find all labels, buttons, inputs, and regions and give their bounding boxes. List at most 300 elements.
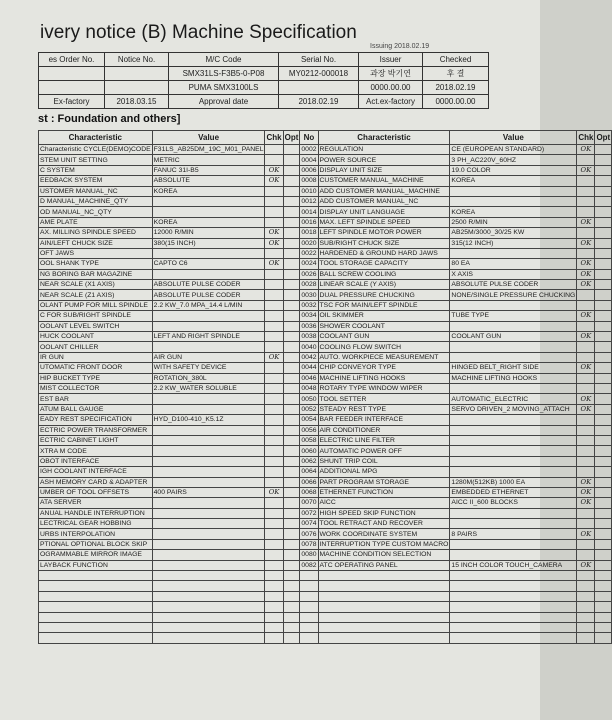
left-opt <box>283 373 300 383</box>
left-opt <box>283 300 300 310</box>
table-row <box>39 332 612 342</box>
left-value <box>152 207 265 217</box>
left-check <box>265 519 283 529</box>
left-value: METRIC <box>152 155 265 165</box>
empty-cell <box>152 622 265 632</box>
right-check: OK <box>577 311 595 321</box>
right-value <box>450 508 577 518</box>
right-check: OK <box>577 363 595 373</box>
table-row <box>39 529 612 539</box>
left-characteristic: LECTRICAL GEAR HOBBING <box>39 519 153 529</box>
table-row <box>39 165 612 175</box>
table-row <box>39 176 612 186</box>
row-number: 0030 <box>301 291 317 299</box>
left-check <box>265 290 283 300</box>
header-cell: 과장 박기연 <box>359 67 423 81</box>
left-opt <box>283 394 300 404</box>
left-opt <box>283 508 300 518</box>
empty-cell <box>577 633 595 643</box>
left-opt <box>283 269 300 279</box>
left-opt <box>283 238 300 248</box>
row-number: 0040 <box>301 343 317 351</box>
left-opt <box>283 435 300 445</box>
left-opt <box>283 487 300 497</box>
empty-cell <box>300 622 318 632</box>
empty-cell <box>152 633 265 643</box>
left-opt <box>283 352 300 362</box>
left-check <box>265 477 283 487</box>
section-title: st : Foundation and others] <box>38 113 181 125</box>
right-characteristic: HARDENED & GROUND HARD JAWS <box>318 248 450 258</box>
right-opt <box>595 207 612 217</box>
right-characteristic: TOOL STORAGE CAPACITY <box>318 259 450 269</box>
left-opt <box>283 404 300 414</box>
right-opt <box>595 487 612 497</box>
empty-cell <box>265 612 283 622</box>
left-characteristic: D MANUAL_MACHINE_QTY <box>39 196 153 206</box>
row-number: 0046 <box>301 374 317 382</box>
right-value: AICC II_600 BLOCKS <box>450 498 577 508</box>
left-characteristic: STEM UNIT SETTING <box>39 155 153 165</box>
left-value: ABSOLUTE PULSE CODER <box>152 280 265 290</box>
header-cell <box>39 67 105 81</box>
row-number: 0014 <box>301 208 317 216</box>
row-number: 0052 <box>301 405 317 413</box>
left-characteristic: USTOMER MANUAL_NC <box>39 186 153 196</box>
right-opt <box>595 238 612 248</box>
right-opt <box>595 560 612 570</box>
row-number: 0072 <box>301 509 317 517</box>
row-number: 0054 <box>301 416 317 424</box>
right-opt <box>595 342 612 352</box>
header-cell: Checked <box>423 53 489 67</box>
left-characteristic: ATA SERVER <box>39 498 153 508</box>
right-opt <box>595 508 612 518</box>
right-opt <box>595 404 612 414</box>
header-cell: PUMA SMX3100LS <box>169 81 279 95</box>
right-characteristic: ADDITIONAL MPG <box>318 467 450 477</box>
right-value: 2500 R/MIN <box>450 217 577 227</box>
empty-cell <box>265 591 283 601</box>
header-cell: M/C Code <box>169 53 279 67</box>
right-value: SERVO DRIVEN_2 MOVING_ATTACH <box>450 404 577 414</box>
right-value <box>450 300 577 310</box>
table-row <box>39 477 612 487</box>
right-value: MACHINE LIFTING HOOKS <box>450 373 577 383</box>
left-characteristic: OD MANUAL_NC_QTY <box>39 207 153 217</box>
row-number: 0020 <box>301 239 317 247</box>
header-cell: es Order No. <box>39 53 105 67</box>
left-value: HYD_D100-410_K5.1Z <box>152 415 265 425</box>
table-row <box>39 560 612 570</box>
left-check: OK <box>265 352 283 362</box>
table-row <box>39 342 612 352</box>
left-value <box>152 311 265 321</box>
table-row <box>39 446 612 456</box>
left-check <box>265 415 283 425</box>
left-check <box>265 498 283 508</box>
left-characteristic: LAYBACK FUNCTION <box>39 560 153 570</box>
row-number: 0026 <box>301 270 317 278</box>
left-opt <box>283 560 300 570</box>
left-value: ABSOLUTE PULSE CODER <box>152 290 265 300</box>
left-check: OK <box>265 259 283 269</box>
table-row <box>39 352 612 362</box>
right-check <box>577 248 595 258</box>
row-number: 0028 <box>301 281 317 289</box>
table-row <box>39 269 612 279</box>
left-value: KOREA <box>152 186 265 196</box>
row-number: 0076 <box>301 530 317 538</box>
empty-cell <box>595 581 612 591</box>
right-opt <box>595 269 612 279</box>
empty-row <box>39 571 612 581</box>
empty-cell <box>152 602 265 612</box>
issuing-date: Issuing 2018.02.19 <box>370 43 430 50</box>
empty-cell <box>283 591 300 601</box>
header-row <box>39 53 489 67</box>
empty-cell <box>318 571 450 581</box>
table-row <box>39 311 612 321</box>
right-characteristic: HIGH SPEED SKIP FUNCTION <box>318 508 450 518</box>
left-check <box>265 269 283 279</box>
right-characteristic: DISPLAY UNIT LANGUAGE <box>318 207 450 217</box>
right-check: OK <box>577 487 595 497</box>
left-value <box>152 404 265 414</box>
row-number: 0078 <box>301 541 317 549</box>
right-check: OK <box>577 560 595 570</box>
table-row <box>39 238 612 248</box>
left-opt <box>283 342 300 352</box>
empty-cell <box>595 622 612 632</box>
left-opt <box>283 332 300 342</box>
table-row <box>39 248 612 258</box>
right-value: CE (EUROPEAN STANDARD) <box>450 145 577 155</box>
empty-cell <box>318 622 450 632</box>
left-opt <box>283 550 300 560</box>
row-number: 0080 <box>301 551 317 559</box>
left-characteristic: HUCK COOLANT <box>39 332 153 342</box>
table-row <box>39 363 612 373</box>
left-value: WITH SAFETY DEVICE <box>152 363 265 373</box>
table-row <box>39 217 612 227</box>
row-number: 0050 <box>301 395 317 403</box>
right-value: 80 EA <box>450 259 577 269</box>
left-characteristic: AIN/LEFT CHUCK SIZE <box>39 238 153 248</box>
table-row <box>39 196 612 206</box>
left-value <box>152 248 265 258</box>
empty-cell <box>450 602 577 612</box>
left-check <box>265 321 283 331</box>
header-row <box>39 67 489 81</box>
left-check: OK <box>265 165 283 175</box>
left-opt <box>283 498 300 508</box>
right-opt <box>595 145 612 155</box>
left-value <box>152 519 265 529</box>
right-check: OK <box>577 332 595 342</box>
right-value: KOREA <box>450 207 577 217</box>
header-cell <box>105 67 169 81</box>
left-opt <box>283 415 300 425</box>
right-value <box>450 383 577 393</box>
empty-cell <box>152 581 265 591</box>
left-check <box>265 383 283 393</box>
right-check <box>577 352 595 362</box>
right-check: OK <box>577 217 595 227</box>
right-characteristic: SUB/RIGHT CHUCK SIZE <box>318 238 450 248</box>
right-check: OK <box>577 165 595 175</box>
table-row <box>39 207 612 217</box>
empty-cell <box>450 612 577 622</box>
left-characteristic: ANUAL HANDLE INTERRUPTION <box>39 508 153 518</box>
left-opt <box>283 311 300 321</box>
header-cell <box>105 81 169 95</box>
row-number: 0064 <box>301 468 317 476</box>
right-characteristic: MACHINE LIFTING HOOKS <box>318 373 450 383</box>
right-check <box>577 155 595 165</box>
table-row <box>39 290 612 300</box>
left-value: ROTATION_380L <box>152 373 265 383</box>
row-number: 0008 <box>301 177 317 185</box>
row-number: 0036 <box>301 322 317 330</box>
left-check <box>265 539 283 549</box>
left-check <box>265 435 283 445</box>
left-value: 400 PAIRS <box>152 487 265 497</box>
right-check <box>577 300 595 310</box>
right-value <box>450 425 577 435</box>
left-check <box>265 363 283 373</box>
left-value <box>152 196 265 206</box>
left-opt <box>283 383 300 393</box>
right-check: OK <box>577 394 595 404</box>
left-characteristic: EEDBACK SYSTEM <box>39 176 153 186</box>
left-characteristic: IR GUN <box>39 352 153 362</box>
right-value <box>450 186 577 196</box>
left-check <box>265 394 283 404</box>
row-number: 0038 <box>301 333 317 341</box>
right-check: OK <box>577 404 595 414</box>
right-characteristic: SHUNT TRIP COIL <box>318 456 450 466</box>
left-check <box>265 467 283 477</box>
right-opt <box>595 435 612 445</box>
right-opt <box>595 498 612 508</box>
right-opt <box>595 186 612 196</box>
right-characteristic: AUTO. WORKPIECE MEASUREMENT <box>318 352 450 362</box>
left-value <box>152 269 265 279</box>
empty-row <box>39 581 612 591</box>
right-characteristic: AICC <box>318 498 450 508</box>
left-value: ABSOLUTE <box>152 176 265 186</box>
right-value <box>450 196 577 206</box>
left-check <box>265 186 283 196</box>
right-check <box>577 550 595 560</box>
right-check <box>577 342 595 352</box>
right-check <box>577 383 595 393</box>
table-row <box>39 186 612 196</box>
empty-row <box>39 622 612 632</box>
table-row <box>39 155 612 165</box>
left-characteristic: MIST COLLECTOR <box>39 383 153 393</box>
header-cell: Approval date <box>169 95 279 109</box>
header-cell: SMX31LS-F3B5-0-P08 <box>169 67 279 81</box>
left-value <box>152 467 265 477</box>
empty-cell <box>152 591 265 601</box>
row-number: 0066 <box>301 478 317 486</box>
left-value <box>152 394 265 404</box>
right-characteristic: ETHERNET FUNCTION <box>318 487 450 497</box>
left-opt <box>283 425 300 435</box>
left-check <box>265 508 283 518</box>
header-cell: 2018.02.19 <box>423 81 489 95</box>
right-characteristic: TOOL SETTER <box>318 394 450 404</box>
right-opt <box>595 321 612 331</box>
right-opt <box>595 415 612 425</box>
left-opt <box>283 145 300 155</box>
empty-cell <box>595 602 612 612</box>
right-opt <box>595 446 612 456</box>
left-value: 12000 R/MIN <box>152 228 265 238</box>
table-row <box>39 280 612 290</box>
table-row <box>39 456 612 466</box>
row-number: 0010 <box>301 187 317 195</box>
right-characteristic: INTERRUPTION TYPE CUSTOM MACRO <box>319 541 449 549</box>
empty-cell <box>577 602 595 612</box>
right-value: KOREA <box>450 176 577 186</box>
empty-cell <box>318 591 450 601</box>
empty-cell <box>283 581 300 591</box>
left-opt <box>283 165 300 175</box>
right-check <box>577 321 595 331</box>
empty-cell <box>595 591 612 601</box>
empty-cell <box>450 633 577 643</box>
right-value: 15 INCH COLOR TOUCH_CAMERA <box>450 560 577 570</box>
left-value <box>152 560 265 570</box>
right-check <box>577 228 595 238</box>
table-row <box>39 300 612 310</box>
table-row <box>39 435 612 445</box>
empty-cell <box>318 633 450 643</box>
row-number: 0004 <box>301 156 317 164</box>
right-check: OK <box>577 498 595 508</box>
right-characteristic: AIR CONDITIONER <box>318 425 450 435</box>
row-number: 0044 <box>301 364 317 372</box>
empty-row <box>39 633 612 643</box>
left-value <box>152 425 265 435</box>
right-characteristic: REGULATION <box>318 145 450 155</box>
right-check <box>577 415 595 425</box>
left-check <box>265 280 283 290</box>
right-characteristic: ATC OPERATING PANEL <box>318 560 450 570</box>
table-row <box>39 508 612 518</box>
spec-header-row <box>39 131 612 145</box>
left-characteristic: EADY REST SPECIFICATION <box>39 415 153 425</box>
right-opt <box>595 228 612 238</box>
empty-cell <box>39 591 153 601</box>
empty-cell <box>152 612 265 622</box>
left-value <box>152 508 265 518</box>
right-value <box>450 446 577 456</box>
right-check <box>577 176 595 186</box>
right-check: OK <box>577 238 595 248</box>
left-value: KOREA <box>152 217 265 227</box>
right-characteristic: OIL SKIMMER <box>318 311 450 321</box>
right-value <box>450 539 577 549</box>
right-opt <box>595 550 612 560</box>
left-check <box>265 145 283 155</box>
left-opt <box>283 155 300 165</box>
empty-cell <box>265 633 283 643</box>
right-check <box>577 539 595 549</box>
right-value: HINGED BELT_RIGHT SIDE <box>450 363 577 373</box>
right-value: 1280M(512KB) 1000 EA <box>450 477 577 487</box>
empty-cell <box>577 591 595 601</box>
right-opt <box>595 529 612 539</box>
header-cell: Act.ex-factory <box>359 95 423 109</box>
right-opt <box>595 425 612 435</box>
left-opt <box>283 539 300 549</box>
left-check <box>265 332 283 342</box>
col-characteristic-right: Characteristic <box>318 131 450 145</box>
left-value: LEFT AND RIGHT SPINDLE <box>152 332 265 342</box>
empty-cell <box>318 602 450 612</box>
empty-cell <box>300 633 318 643</box>
left-opt <box>283 228 300 238</box>
left-value: FANUC 31I-B5 <box>152 165 265 175</box>
left-characteristic: NEAR SCALE (X1 AXIS) <box>39 280 153 290</box>
table-row <box>39 228 612 238</box>
right-value: AB25M/3000_30/25 KW <box>450 228 577 238</box>
col-chk: Chk <box>265 131 283 145</box>
empty-cell <box>39 581 153 591</box>
header-cell: 0000.00.00 <box>423 95 489 109</box>
left-characteristic: UTOMATIC FRONT DOOR <box>39 363 153 373</box>
right-value <box>450 456 577 466</box>
table-row <box>39 498 612 508</box>
left-characteristic: AME PLATE <box>39 217 153 227</box>
left-value <box>152 321 265 331</box>
right-check <box>577 446 595 456</box>
right-value <box>450 352 577 362</box>
right-opt <box>595 300 612 310</box>
right-characteristic: TSC FOR MAIN/LEFT SPINDLE <box>318 300 450 310</box>
left-opt <box>283 529 300 539</box>
left-characteristic: PTIONAL OPTIONAL BLOCK SKIP <box>39 539 153 549</box>
left-check <box>265 196 283 206</box>
right-characteristic: LEFT SPINDLE MOTOR POWER <box>318 228 450 238</box>
col-value-right: Value <box>450 131 577 145</box>
left-check <box>265 217 283 227</box>
left-characteristic: XTRA M CODE <box>39 446 153 456</box>
right-opt <box>595 217 612 227</box>
table-row <box>39 539 612 549</box>
row-number: 0062 <box>301 457 317 465</box>
right-characteristic: MACHINE CONDITION SELECTION <box>318 550 450 560</box>
empty-cell <box>265 622 283 632</box>
header-cell <box>39 81 105 95</box>
empty-cell <box>450 622 577 632</box>
right-characteristic: PART PROGRAM STORAGE <box>318 477 450 487</box>
row-number: 0006 <box>301 166 317 174</box>
empty-cell <box>577 622 595 632</box>
empty-cell <box>300 571 318 581</box>
empty-cell <box>283 602 300 612</box>
right-characteristic: ELECTRIC LINE FILTER <box>318 435 450 445</box>
right-check: OK <box>577 280 595 290</box>
empty-cell <box>318 581 450 591</box>
right-opt <box>595 519 612 529</box>
empty-cell <box>39 612 153 622</box>
left-check <box>265 456 283 466</box>
